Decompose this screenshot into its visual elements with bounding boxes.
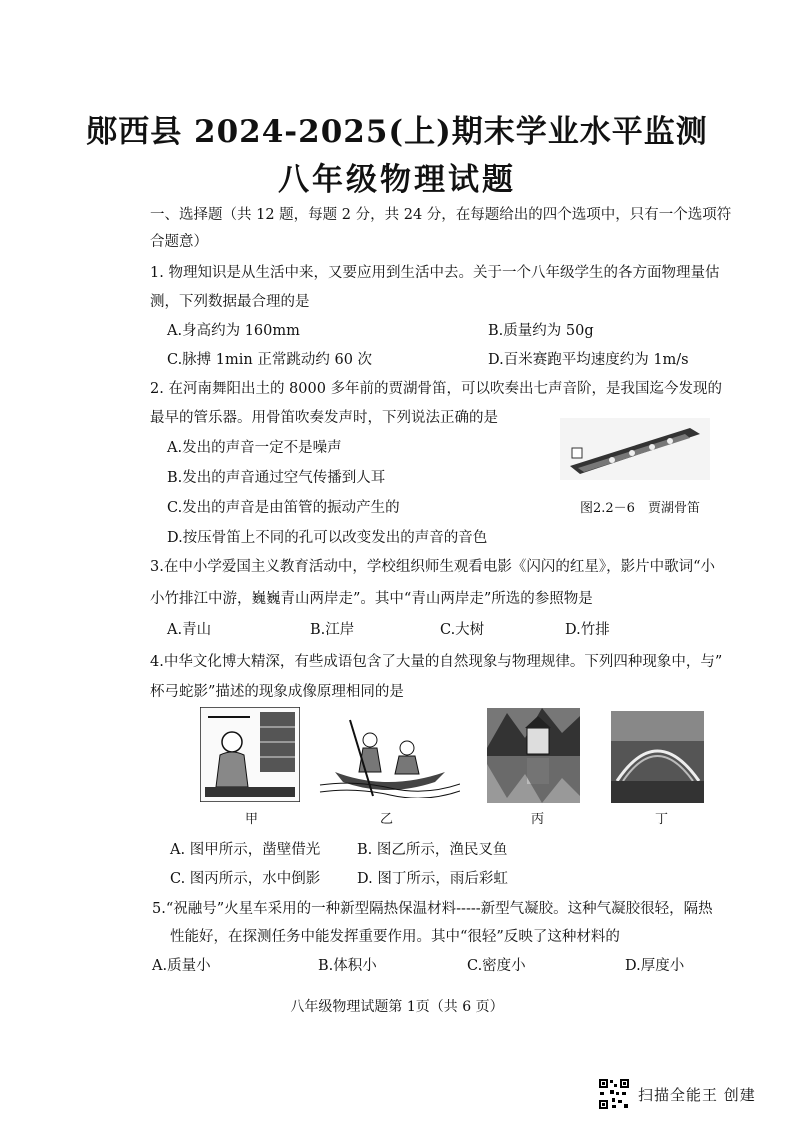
figure-yi-image [315,710,460,798]
figure-label-yi: 乙 [380,812,394,827]
bone-flute-caption: 图2.2－6 贾湖骨笛 [580,501,700,516]
question-4-line1: 4.中华文化博大精深，有些成语包含了大量的自然现象与物理规律。下列四种现象中，与” [150,654,723,670]
question-1-option-d: D.百米赛跑平均速度约为 1m/s [488,352,689,368]
question-3-option-d: D.竹排 [565,622,610,638]
exam-title: 郧西县 2024-2025(上)期末学业水平监测 [86,114,708,150]
question-1-option-b: B.质量约为 50g [488,323,594,339]
qr-code-icon [598,1078,630,1110]
question-1-line1: 1. 物理知识是从生活中来，又要应用到生活中去。关于一个八年级学生的各方面物理量估 [150,265,720,281]
question-4-option-b: B. 图乙所示，渔民叉鱼 [357,842,508,858]
figure-label-jia: 甲 [245,812,259,827]
question-1-option-a: A.身高约为 160mm [167,323,300,339]
question-2-option-d: D.按压骨笛上不同的孔可以改变发出的声音的音色 [167,530,488,546]
scanner-watermark [598,1078,756,1110]
figure-jia-image [200,707,300,802]
question-3-option-b: B.江岸 [310,622,355,638]
question-2-option-b: B.发出的声音通过空气传播到人耳 [167,470,386,486]
question-5-line1: 5.“祝融号”火星车采用的一种新型隔热保温材料-----新型气凝胶。这种气凝胶很轻，隔热 [152,901,713,917]
bone-flute-image [560,418,710,480]
question-5-line2: 性能好，在探测任务中能发挥重要作用。其中“很轻”反映了这种材料的 [170,929,620,945]
question-5-option-a: A.质量小 [152,958,211,974]
question-5-option-b: B.体积小 [318,958,377,974]
section-intro-line2: 合题意） [150,234,208,250]
question-3-line1: 3.在中小学爱国主义教育活动中，学校组织师生观看电影《闪闪的红星》，影片中歌词“小 [150,559,715,575]
figure-bing-image [487,708,580,803]
figure-ding-image [611,711,704,803]
question-3-option-a: A.青山 [167,622,212,638]
question-5-option-d: D.厚度小 [625,958,685,974]
question-2-line1: 2. 在河南舞阳出土的 8000 多年前的贾湖骨笛，可以吹奏出七声音阶，是我国迄今发现的 [150,381,723,397]
question-4-line2: 杯弓蛇影”描述的现象成像原理相同的是 [150,684,404,700]
page-footer: 八年级物理试题第 1页（共 6 页） [290,999,504,1015]
question-3-option-c: C.大树 [440,622,485,638]
question-1-option-c: C.脉搏 1min 正常跳动约 60 次 [167,352,373,368]
question-1-line2: 测，下列数据最合理的是 [150,294,310,310]
exam-subtitle: 八年级物理试题 [278,162,516,198]
figure-label-ding: 丁 [655,812,669,827]
figure-label-bing: 丙 [531,812,545,827]
question-4-option-c: C. 图丙所示，水中倒影 [170,871,321,887]
question-2-option-a: A.发出的声音一定不是噪声 [167,440,342,456]
question-4-option-d: D. 图丁所示，雨后彩虹 [357,871,508,887]
question-3-line2: 小竹排江中游，巍巍青山两岸走”。其中“青山两岸走”所选的参照物是 [150,591,593,607]
section-intro-line1: 一、选择题（共 12 题，每题 2 分，共 24 分，在每题给出的四个选项中，只有一个选项符 [150,207,732,223]
question-2-option-c: C.发出的声音是由笛管的振动产生的 [167,500,400,516]
question-2-line2: 最早的管乐器。用骨笛吹奏发声时，下列说法正确的是 [150,410,498,426]
scanner-brand-label: 扫描全能王 创建 [638,1085,756,1104]
question-5-option-c: C.密度小 [467,958,526,974]
question-4-option-a: A. 图甲所示，凿壁借光 [170,842,321,858]
